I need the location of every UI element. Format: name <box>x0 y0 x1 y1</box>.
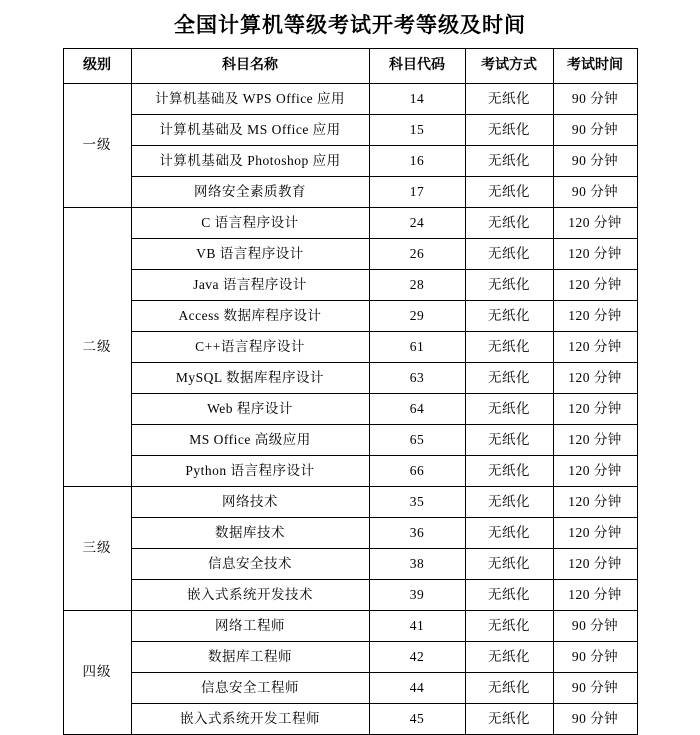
subject-cell: Web 程序设计 <box>131 394 369 425</box>
subject-cell: 嵌入式系统开发工程师 <box>131 704 369 735</box>
subject-cell: Java 语言程序设计 <box>131 270 369 301</box>
subject-cell: Python 语言程序设计 <box>131 456 369 487</box>
mode-cell: 无纸化 <box>465 301 553 332</box>
table-row <box>63 363 637 394</box>
mode-cell: 无纸化 <box>465 115 553 146</box>
table-body <box>63 84 637 735</box>
subject-cell: MS Office 高级应用 <box>131 425 369 456</box>
table-header-row <box>63 49 637 84</box>
table-row <box>63 84 637 115</box>
subject-cell: Access 数据库程序设计 <box>131 301 369 332</box>
table-row <box>63 425 637 456</box>
time-cell: 90 分钟 <box>553 673 637 704</box>
table-row <box>63 177 637 208</box>
time-cell: 120 分钟 <box>553 332 637 363</box>
mode-cell: 无纸化 <box>465 518 553 549</box>
mode-cell: 无纸化 <box>465 611 553 642</box>
time-cell: 90 分钟 <box>553 84 637 115</box>
code-cell: 38 <box>369 549 465 580</box>
table-row <box>63 239 637 270</box>
mode-cell: 无纸化 <box>465 580 553 611</box>
mode-cell: 无纸化 <box>465 642 553 673</box>
mode-cell: 无纸化 <box>465 84 553 115</box>
subject-cell: 信息安全技术 <box>131 549 369 580</box>
exam-schedule-table <box>63 48 638 735</box>
mode-cell: 无纸化 <box>465 332 553 363</box>
code-cell: 14 <box>369 84 465 115</box>
table-row <box>63 642 637 673</box>
code-cell: 24 <box>369 208 465 239</box>
subject-cell: 网络安全素质教育 <box>131 177 369 208</box>
time-cell: 90 分钟 <box>553 704 637 735</box>
subject-cell: 计算机基础及 WPS Office 应用 <box>131 84 369 115</box>
subject-cell: C++语言程序设计 <box>131 332 369 363</box>
code-cell: 41 <box>369 611 465 642</box>
code-cell: 66 <box>369 456 465 487</box>
level-cell: 三级 <box>63 487 131 611</box>
mode-cell: 无纸化 <box>465 363 553 394</box>
mode-cell: 无纸化 <box>465 394 553 425</box>
time-cell: 90 分钟 <box>553 177 637 208</box>
time-cell: 90 分钟 <box>553 115 637 146</box>
level-cell: 二级 <box>63 208 131 487</box>
table-row <box>63 704 637 735</box>
subject-cell: MySQL 数据库程序设计 <box>131 363 369 394</box>
time-cell: 120 分钟 <box>553 549 637 580</box>
time-cell: 90 分钟 <box>553 642 637 673</box>
mode-cell: 无纸化 <box>465 673 553 704</box>
code-cell: 29 <box>369 301 465 332</box>
code-cell: 15 <box>369 115 465 146</box>
time-cell: 90 分钟 <box>553 611 637 642</box>
time-cell: 120 分钟 <box>553 208 637 239</box>
table-row <box>63 580 637 611</box>
subject-cell: 计算机基础及 Photoshop 应用 <box>131 146 369 177</box>
level-cell: 一级 <box>63 84 131 208</box>
table-row <box>63 518 637 549</box>
code-cell: 64 <box>369 394 465 425</box>
column-header-level: 级别 <box>63 49 131 84</box>
page-title: 全国计算机等级考试开考等级及时间 <box>174 12 526 37</box>
mode-cell: 无纸化 <box>465 456 553 487</box>
time-cell: 120 分钟 <box>553 239 637 270</box>
level-cell: 四级 <box>63 611 131 735</box>
code-cell: 36 <box>369 518 465 549</box>
table-header <box>63 49 637 84</box>
time-cell: 120 分钟 <box>553 580 637 611</box>
subject-cell: 信息安全工程师 <box>131 673 369 704</box>
column-header-mode: 考试方式 <box>465 49 553 84</box>
code-cell: 26 <box>369 239 465 270</box>
subject-cell: C 语言程序设计 <box>131 208 369 239</box>
time-cell: 120 分钟 <box>553 301 637 332</box>
code-cell: 17 <box>369 177 465 208</box>
subject-cell: 嵌入式系统开发技术 <box>131 580 369 611</box>
time-cell: 120 分钟 <box>553 363 637 394</box>
table-row <box>63 146 637 177</box>
code-cell: 39 <box>369 580 465 611</box>
subject-cell: 计算机基础及 MS Office 应用 <box>131 115 369 146</box>
mode-cell: 无纸化 <box>465 425 553 456</box>
table-row <box>63 611 637 642</box>
subject-cell: 数据库工程师 <box>131 642 369 673</box>
mode-cell: 无纸化 <box>465 239 553 270</box>
code-cell: 63 <box>369 363 465 394</box>
table-row <box>63 301 637 332</box>
column-header-time: 考试时间 <box>553 49 637 84</box>
code-cell: 65 <box>369 425 465 456</box>
subject-cell: 网络工程师 <box>131 611 369 642</box>
code-cell: 42 <box>369 642 465 673</box>
code-cell: 35 <box>369 487 465 518</box>
table-row <box>63 208 637 239</box>
mode-cell: 无纸化 <box>465 177 553 208</box>
time-cell: 120 分钟 <box>553 487 637 518</box>
time-cell: 90 分钟 <box>553 146 637 177</box>
column-header-subject: 科目名称 <box>131 49 369 84</box>
time-cell: 120 分钟 <box>553 394 637 425</box>
table-row <box>63 332 637 363</box>
code-cell: 16 <box>369 146 465 177</box>
mode-cell: 无纸化 <box>465 146 553 177</box>
table-row <box>63 673 637 704</box>
table-row <box>63 549 637 580</box>
time-cell: 120 分钟 <box>553 270 637 301</box>
code-cell: 45 <box>369 704 465 735</box>
subject-cell: 网络技术 <box>131 487 369 518</box>
table-row <box>63 487 637 518</box>
mode-cell: 无纸化 <box>465 270 553 301</box>
mode-cell: 无纸化 <box>465 704 553 735</box>
table-row <box>63 270 637 301</box>
mode-cell: 无纸化 <box>465 549 553 580</box>
time-cell: 120 分钟 <box>553 456 637 487</box>
table-row <box>63 394 637 425</box>
column-header-code: 科目代码 <box>369 49 465 84</box>
code-cell: 28 <box>369 270 465 301</box>
table-row <box>63 115 637 146</box>
subject-cell: 数据库技术 <box>131 518 369 549</box>
table-row <box>63 456 637 487</box>
time-cell: 120 分钟 <box>553 425 637 456</box>
mode-cell: 无纸化 <box>465 487 553 518</box>
code-cell: 44 <box>369 673 465 704</box>
mode-cell: 无纸化 <box>465 208 553 239</box>
subject-cell: VB 语言程序设计 <box>131 239 369 270</box>
time-cell: 120 分钟 <box>553 518 637 549</box>
code-cell: 61 <box>369 332 465 363</box>
